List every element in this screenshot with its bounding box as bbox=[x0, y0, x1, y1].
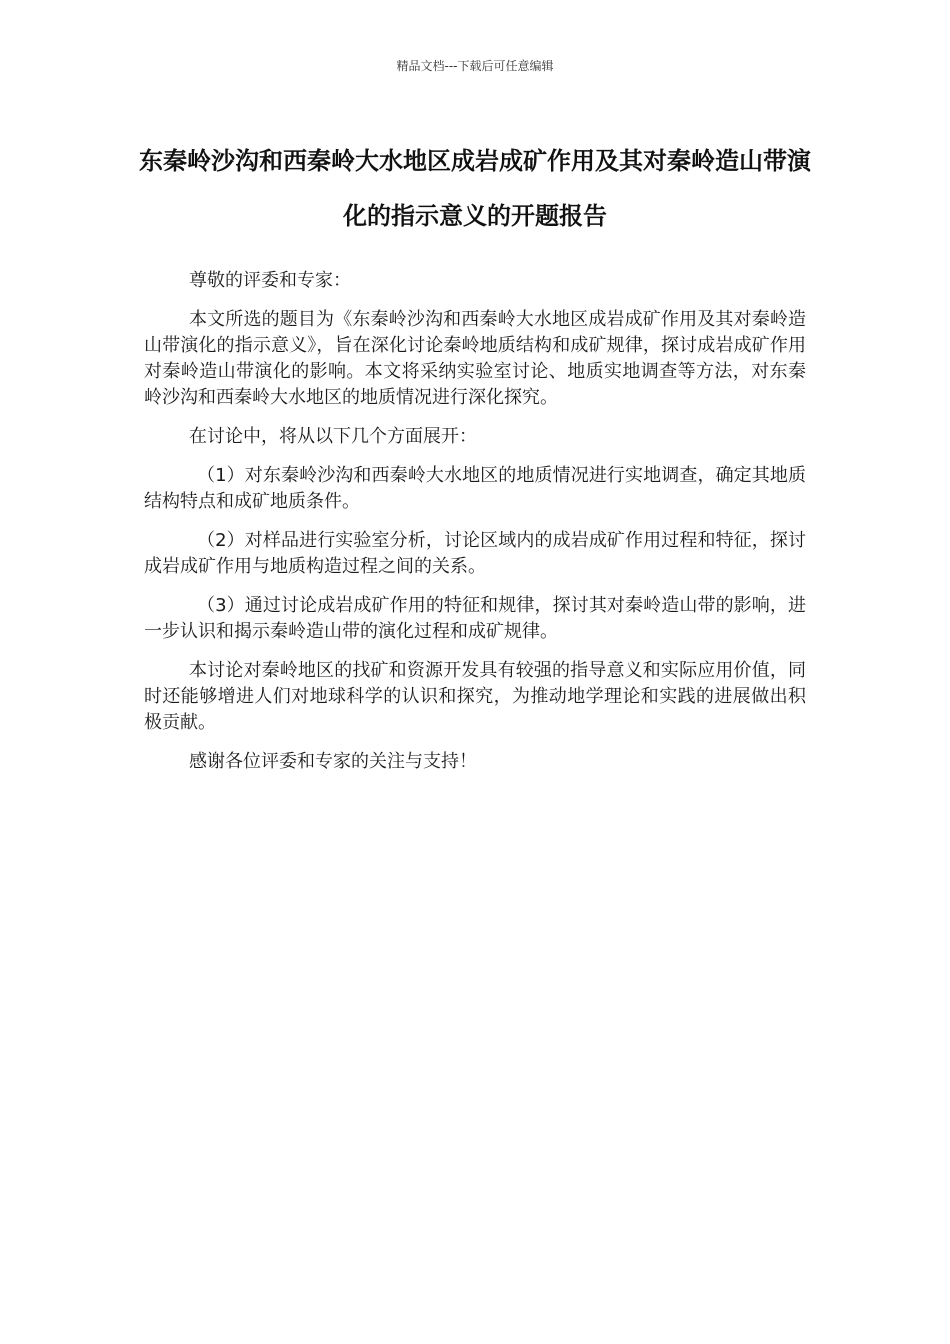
closing-line: 感谢各位评委和专家的关注与支持！ bbox=[189, 751, 477, 772]
list-item-2: （2）对样品进行实验室分析，讨论区域内的成岩成矿作用过程和特征，探讨成岩成矿作用与地质构造过程之间的关系。 bbox=[144, 530, 806, 577]
header-note: 精品文档---下载后可任意编辑 bbox=[396, 59, 554, 73]
list-item-1: （1）对东秦岭沙沟和西秦岭大水地区的地质情况进行实地调查，确定其地质结构特点和成矿地质条件。 bbox=[144, 465, 806, 512]
document-body bbox=[144, 268, 806, 788]
salutation: 尊敬的评委和专家： bbox=[189, 270, 351, 291]
document-title: 东秦岭沙沟和西秦岭大水地区成岩成矿作用及其对秦岭造山带演化的指示意义的开题报告 bbox=[139, 147, 811, 230]
paragraph-intro: 本文所选的题目为《东秦岭沙沟和西秦岭大水地区成岩成矿作用及其对秦岭造山带演化的指示意义》，旨在深化讨论秦岭地质结构和成矿规律，探讨成岩成矿作用对秦岭造山带演化的影响。本文将采纳实验室讨论、地质实地调查等方法，对东秦岭沙沟和西秦岭大水地区的地质情况进行深化探究。 bbox=[144, 309, 806, 408]
list-item-3: （3）通过讨论成岩成矿作用的特征和规律，探讨其对秦岭造山带的影响，进一步认识和揭示秦岭造山带的演化过程和成矿规律。 bbox=[144, 595, 806, 642]
paragraph-significance: 本讨论对秦岭地区的找矿和资源开发具有较强的指导意义和实际应用价值，同时还能够增进人们对地球科学的认识和探究，为推动地学理论和实践的进展做出积极贡献。 bbox=[144, 660, 806, 733]
paragraph-outline: 在讨论中，将从以下几个方面展开： bbox=[189, 426, 477, 447]
